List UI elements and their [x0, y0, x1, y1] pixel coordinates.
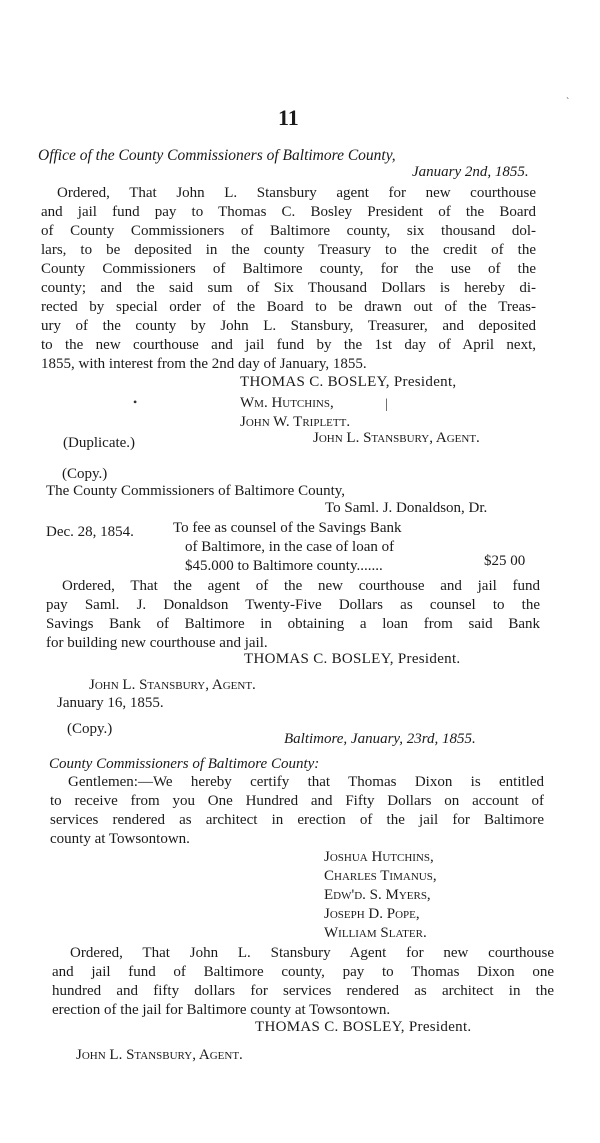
- certificate-salutation: County Commissioners of Baltimore County:: [49, 756, 320, 772]
- order1-line: lars, to be deposited in the county Treasury to the credit of the: [41, 242, 536, 258]
- bill-date: January 16, 1855.: [57, 695, 164, 711]
- bullet-mark: •: [133, 395, 138, 409]
- certificate-line: to receive from you One Hundred and Fifty Dollars on account of: [50, 793, 544, 809]
- certificate-signer: Joseph D. Pope,: [324, 906, 420, 922]
- order1-date: January 2nd, 1855.: [412, 164, 529, 180]
- order1-line: rected by special order of the Board to be drawn out of the Treas-: [41, 299, 536, 315]
- signature-president: THOMAS C. BOSLEY, President,: [240, 374, 457, 390]
- bill-order-line: pay Saml. J. Donaldson Twenty-Five Dollars as counsel to the: [46, 597, 540, 613]
- certificate-signer: Charles Timanus,: [324, 868, 437, 884]
- bill-entry-date: Dec. 28, 1854.: [46, 524, 134, 540]
- copy-label: (Copy.): [67, 721, 113, 737]
- certificate-signer: Edw'd. S. Myers,: [324, 887, 431, 903]
- certificate-line: Gentlemen:—We hereby certify that Thomas Dixon is entitled: [68, 774, 544, 790]
- print-mark: `: [566, 97, 570, 108]
- signature-triplett: John W. Triplett.: [240, 414, 351, 430]
- page-number: 11: [278, 105, 299, 130]
- bill-addressee: The County Commissioners of Baltimore County,: [46, 483, 346, 499]
- bill-amount: $25 00: [484, 553, 526, 569]
- bill-entry-line: $45.000 to Baltimore county.......: [185, 558, 383, 574]
- bill-entry-line: of Baltimore, in the case of loan of: [185, 539, 395, 555]
- order3-line: and jail fund of Baltimore county, pay to Thomas Dixon one: [52, 964, 554, 980]
- certificate-place-date: Baltimore, January, 23rd, 1855.: [284, 731, 476, 747]
- bill-order-line: for building new courthouse and jail.: [46, 635, 268, 651]
- duplicate-label: (Duplicate.): [63, 435, 136, 451]
- order1-line: County Commissioners of Baltimore county, for the use of the: [41, 261, 536, 277]
- signature-president: THOMAS C. BOSLEY, President.: [255, 1019, 472, 1035]
- bill-order-line: Savings Bank of Baltimore in obtaining a loan from said Bank: [46, 616, 540, 632]
- certificate-signer: Joshua Hutchins,: [324, 849, 434, 865]
- certificate-line: services rendered as architect in erection of the jail for Baltimore: [50, 812, 544, 828]
- signature-agent: John L. Stansbury, Agent.: [89, 677, 256, 693]
- bill-order-line: Ordered, That the agent of the new courthouse and jail fund: [62, 578, 540, 594]
- order1-line: and jail fund pay to Thomas C. Bosley President of the Board: [41, 204, 536, 220]
- order1-line: of County Commissioners of Baltimore county, six thousand dol-: [41, 223, 536, 239]
- order1-line: 1855, with interest from the 2nd day of January, 1855.: [41, 356, 367, 372]
- bill-creditor: To Saml. J. Donaldson, Dr.: [325, 500, 488, 516]
- copy-label: (Copy.): [62, 466, 108, 482]
- office-heading: Office of the County Commissioners of Baltimore County,: [38, 147, 396, 164]
- signature-agent: John L. Stansbury, Agent.: [76, 1047, 243, 1063]
- order1-line: to the new courthouse and jail fund by the 1st day of April next,: [41, 337, 536, 353]
- signature-president: THOMAS C. BOSLEY, President.: [244, 651, 461, 667]
- certificate-line: county at Towsontown.: [50, 831, 190, 847]
- signature-hutchins: Wm. Hutchins,: [240, 395, 334, 411]
- order1-line: Ordered, That John L. Stansbury agent for new courthouse: [57, 185, 536, 201]
- order3-line: hundred and fifty dollars for services rendered as architect in the: [52, 983, 554, 999]
- certificate-signer: William Slater.: [324, 925, 427, 941]
- order1-line: ury of the county by John L. Stansbury, Treasurer, and deposited: [41, 318, 536, 334]
- print-mark: |: [385, 397, 388, 412]
- signature-agent: John L. Stansbury, Agent.: [313, 430, 480, 446]
- order1-line: county; and the said sum of Six Thousand Dollars is hereby di-: [41, 280, 536, 296]
- order3-line: Ordered, That John L. Stansbury Agent for new courthouse: [70, 945, 554, 961]
- order3-line: erection of the jail for Baltimore county at Towsontown.: [52, 1002, 391, 1018]
- bill-entry-line: To fee as counsel of the Savings Bank: [173, 520, 402, 536]
